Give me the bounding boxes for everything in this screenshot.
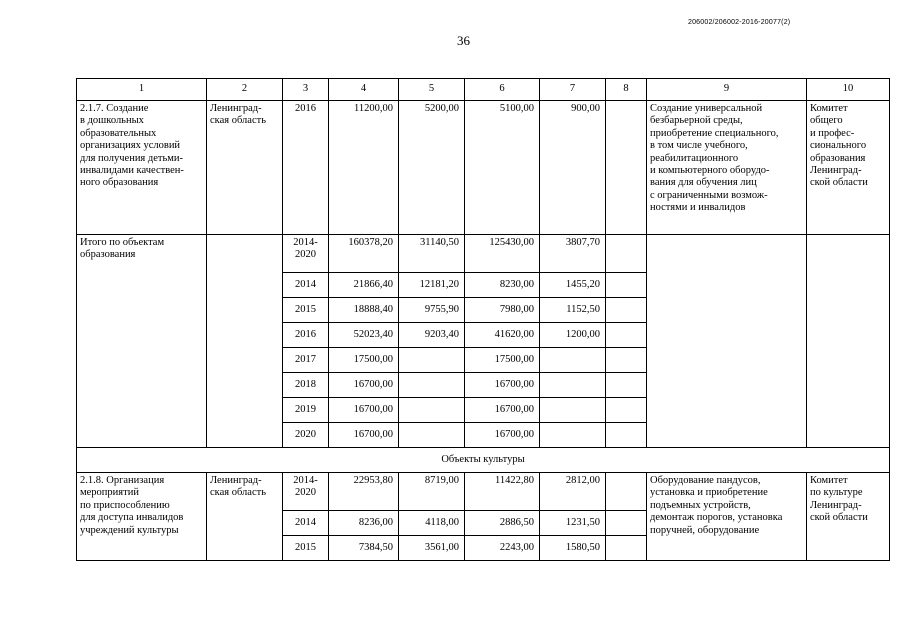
amount-cell: 5100,00 xyxy=(465,101,540,235)
amount-cell xyxy=(606,273,647,298)
amount-cell xyxy=(606,473,647,511)
year-cell: 2014- 2020 xyxy=(283,473,329,511)
amount-cell: 18888,40 xyxy=(329,298,399,323)
header-cell: 2 xyxy=(207,79,283,101)
year-cell: 2018 xyxy=(283,373,329,398)
amount-cell: 41620,00 xyxy=(465,323,540,348)
year-cell: 2015 xyxy=(283,536,329,561)
amount-cell xyxy=(540,348,606,373)
header-cell: 1 xyxy=(77,79,207,101)
amount-cell: 16700,00 xyxy=(465,398,540,423)
amount-cell: 900,00 xyxy=(540,101,606,235)
table-row xyxy=(77,235,890,273)
table-row-2-1-8 xyxy=(77,473,890,511)
amount-cell: 52023,40 xyxy=(329,323,399,348)
amount-cell xyxy=(399,348,465,373)
year-cell: 2019 xyxy=(283,398,329,423)
amount-cell: 16700,00 xyxy=(329,373,399,398)
region-cell: Ленинград- ская область xyxy=(207,101,283,235)
amount-cell: 160378,20 xyxy=(329,235,399,273)
amount-cell: 1455,20 xyxy=(540,273,606,298)
description-cell: Создание универсальной безбарьерной среды, приобретение специального, в том числе учебного, реабилитационного и компьютерного оборудо- вания для обучения лиц с ограниченными возмож- ностями и инвалидов xyxy=(647,101,807,235)
year-cell: 2015 xyxy=(283,298,329,323)
amount-cell: 1200,00 xyxy=(540,323,606,348)
description-cell: Оборудование пандусов, установка и приобретение подъемных устройств, демонтаж порогов, установка поручней, оборудование xyxy=(647,473,807,561)
header-cell: 10 xyxy=(807,79,890,101)
amount-cell: 16700,00 xyxy=(329,398,399,423)
amount-cell xyxy=(606,101,647,235)
year-cell: 2017 xyxy=(283,348,329,373)
amount-cell: 31140,50 xyxy=(399,235,465,273)
amount-cell: 11422,80 xyxy=(465,473,540,511)
header-cell: 6 xyxy=(465,79,540,101)
table-row-2-1-7 xyxy=(77,101,890,235)
amount-cell: 3561,00 xyxy=(399,536,465,561)
amount-cell xyxy=(399,373,465,398)
year-cell: 2014 xyxy=(283,511,329,536)
amount-cell: 22953,80 xyxy=(329,473,399,511)
section-heading: Объекты культуры xyxy=(77,448,890,473)
amount-cell: 2886,50 xyxy=(465,511,540,536)
amount-cell xyxy=(399,423,465,448)
amount-cell: 8719,00 xyxy=(399,473,465,511)
amount-cell: 4118,00 xyxy=(399,511,465,536)
region-cell: Ленинград- ская область xyxy=(207,473,283,561)
year-cell: 2014 xyxy=(283,273,329,298)
total-label: Итого по объектам образования xyxy=(77,235,207,448)
amount-cell: 2812,00 xyxy=(540,473,606,511)
header-cell: 4 xyxy=(329,79,399,101)
program-table xyxy=(76,78,890,561)
executor-cell xyxy=(807,235,890,448)
amount-cell: 8230,00 xyxy=(465,273,540,298)
amount-cell: 21866,40 xyxy=(329,273,399,298)
amount-cell xyxy=(606,423,647,448)
amount-cell: 17500,00 xyxy=(465,348,540,373)
amount-cell xyxy=(606,373,647,398)
amount-cell xyxy=(606,348,647,373)
amount-cell xyxy=(606,398,647,423)
amount-cell: 7384,50 xyxy=(329,536,399,561)
amount-cell: 9755,90 xyxy=(399,298,465,323)
amount-cell: 1231,50 xyxy=(540,511,606,536)
amount-cell xyxy=(606,235,647,273)
header-row xyxy=(77,79,890,101)
amount-cell: 11200,00 xyxy=(329,101,399,235)
amount-cell xyxy=(540,398,606,423)
amount-cell: 16700,00 xyxy=(465,423,540,448)
measure-name: 2.1.8. Организация мероприятий по приспособлению для доступа инвалидов учреждений культуры xyxy=(77,473,207,561)
amount-cell: 5200,00 xyxy=(399,101,465,235)
header-cell: 5 xyxy=(399,79,465,101)
amount-cell: 12181,20 xyxy=(399,273,465,298)
year-cell: 2016 xyxy=(283,323,329,348)
measure-name: 2.1.7. Создание в дошкольных образовательных организациях условий для получения детьми- инвалидами качествен- ного образования xyxy=(77,101,207,235)
amount-cell xyxy=(540,423,606,448)
amount-cell: 2243,00 xyxy=(465,536,540,561)
amount-cell: 1580,50 xyxy=(540,536,606,561)
region-cell xyxy=(207,235,283,448)
amount-cell: 9203,40 xyxy=(399,323,465,348)
amount-cell xyxy=(606,298,647,323)
year-cell: 2016 xyxy=(283,101,329,235)
executor-cell: Комитет по культуре Ленинград- ской области xyxy=(807,473,890,561)
amount-cell xyxy=(606,511,647,536)
amount-cell: 16700,00 xyxy=(329,423,399,448)
header-cell: 3 xyxy=(283,79,329,101)
amount-cell: 7980,00 xyxy=(465,298,540,323)
year-cell: 2020 xyxy=(283,423,329,448)
amount-cell: 17500,00 xyxy=(329,348,399,373)
document-id: 206002/206002-2016-20077(2) xyxy=(688,19,791,26)
description-cell xyxy=(647,235,807,448)
amount-cell: 16700,00 xyxy=(465,373,540,398)
amount-cell xyxy=(399,398,465,423)
amount-cell xyxy=(540,373,606,398)
amount-cell: 125430,00 xyxy=(465,235,540,273)
executor-cell: Комитет общего и профес- сионального образования Ленинград- ской области xyxy=(807,101,890,235)
amount-cell xyxy=(606,323,647,348)
year-cell: 2014- 2020 xyxy=(283,235,329,273)
header-cell: 8 xyxy=(606,79,647,101)
header-cell: 7 xyxy=(540,79,606,101)
amount-cell: 3807,70 xyxy=(540,235,606,273)
amount-cell: 8236,00 xyxy=(329,511,399,536)
amount-cell xyxy=(606,536,647,561)
page-number: 36 xyxy=(457,33,470,48)
header-cell: 9 xyxy=(647,79,807,101)
amount-cell: 1152,50 xyxy=(540,298,606,323)
section-row xyxy=(77,448,890,473)
